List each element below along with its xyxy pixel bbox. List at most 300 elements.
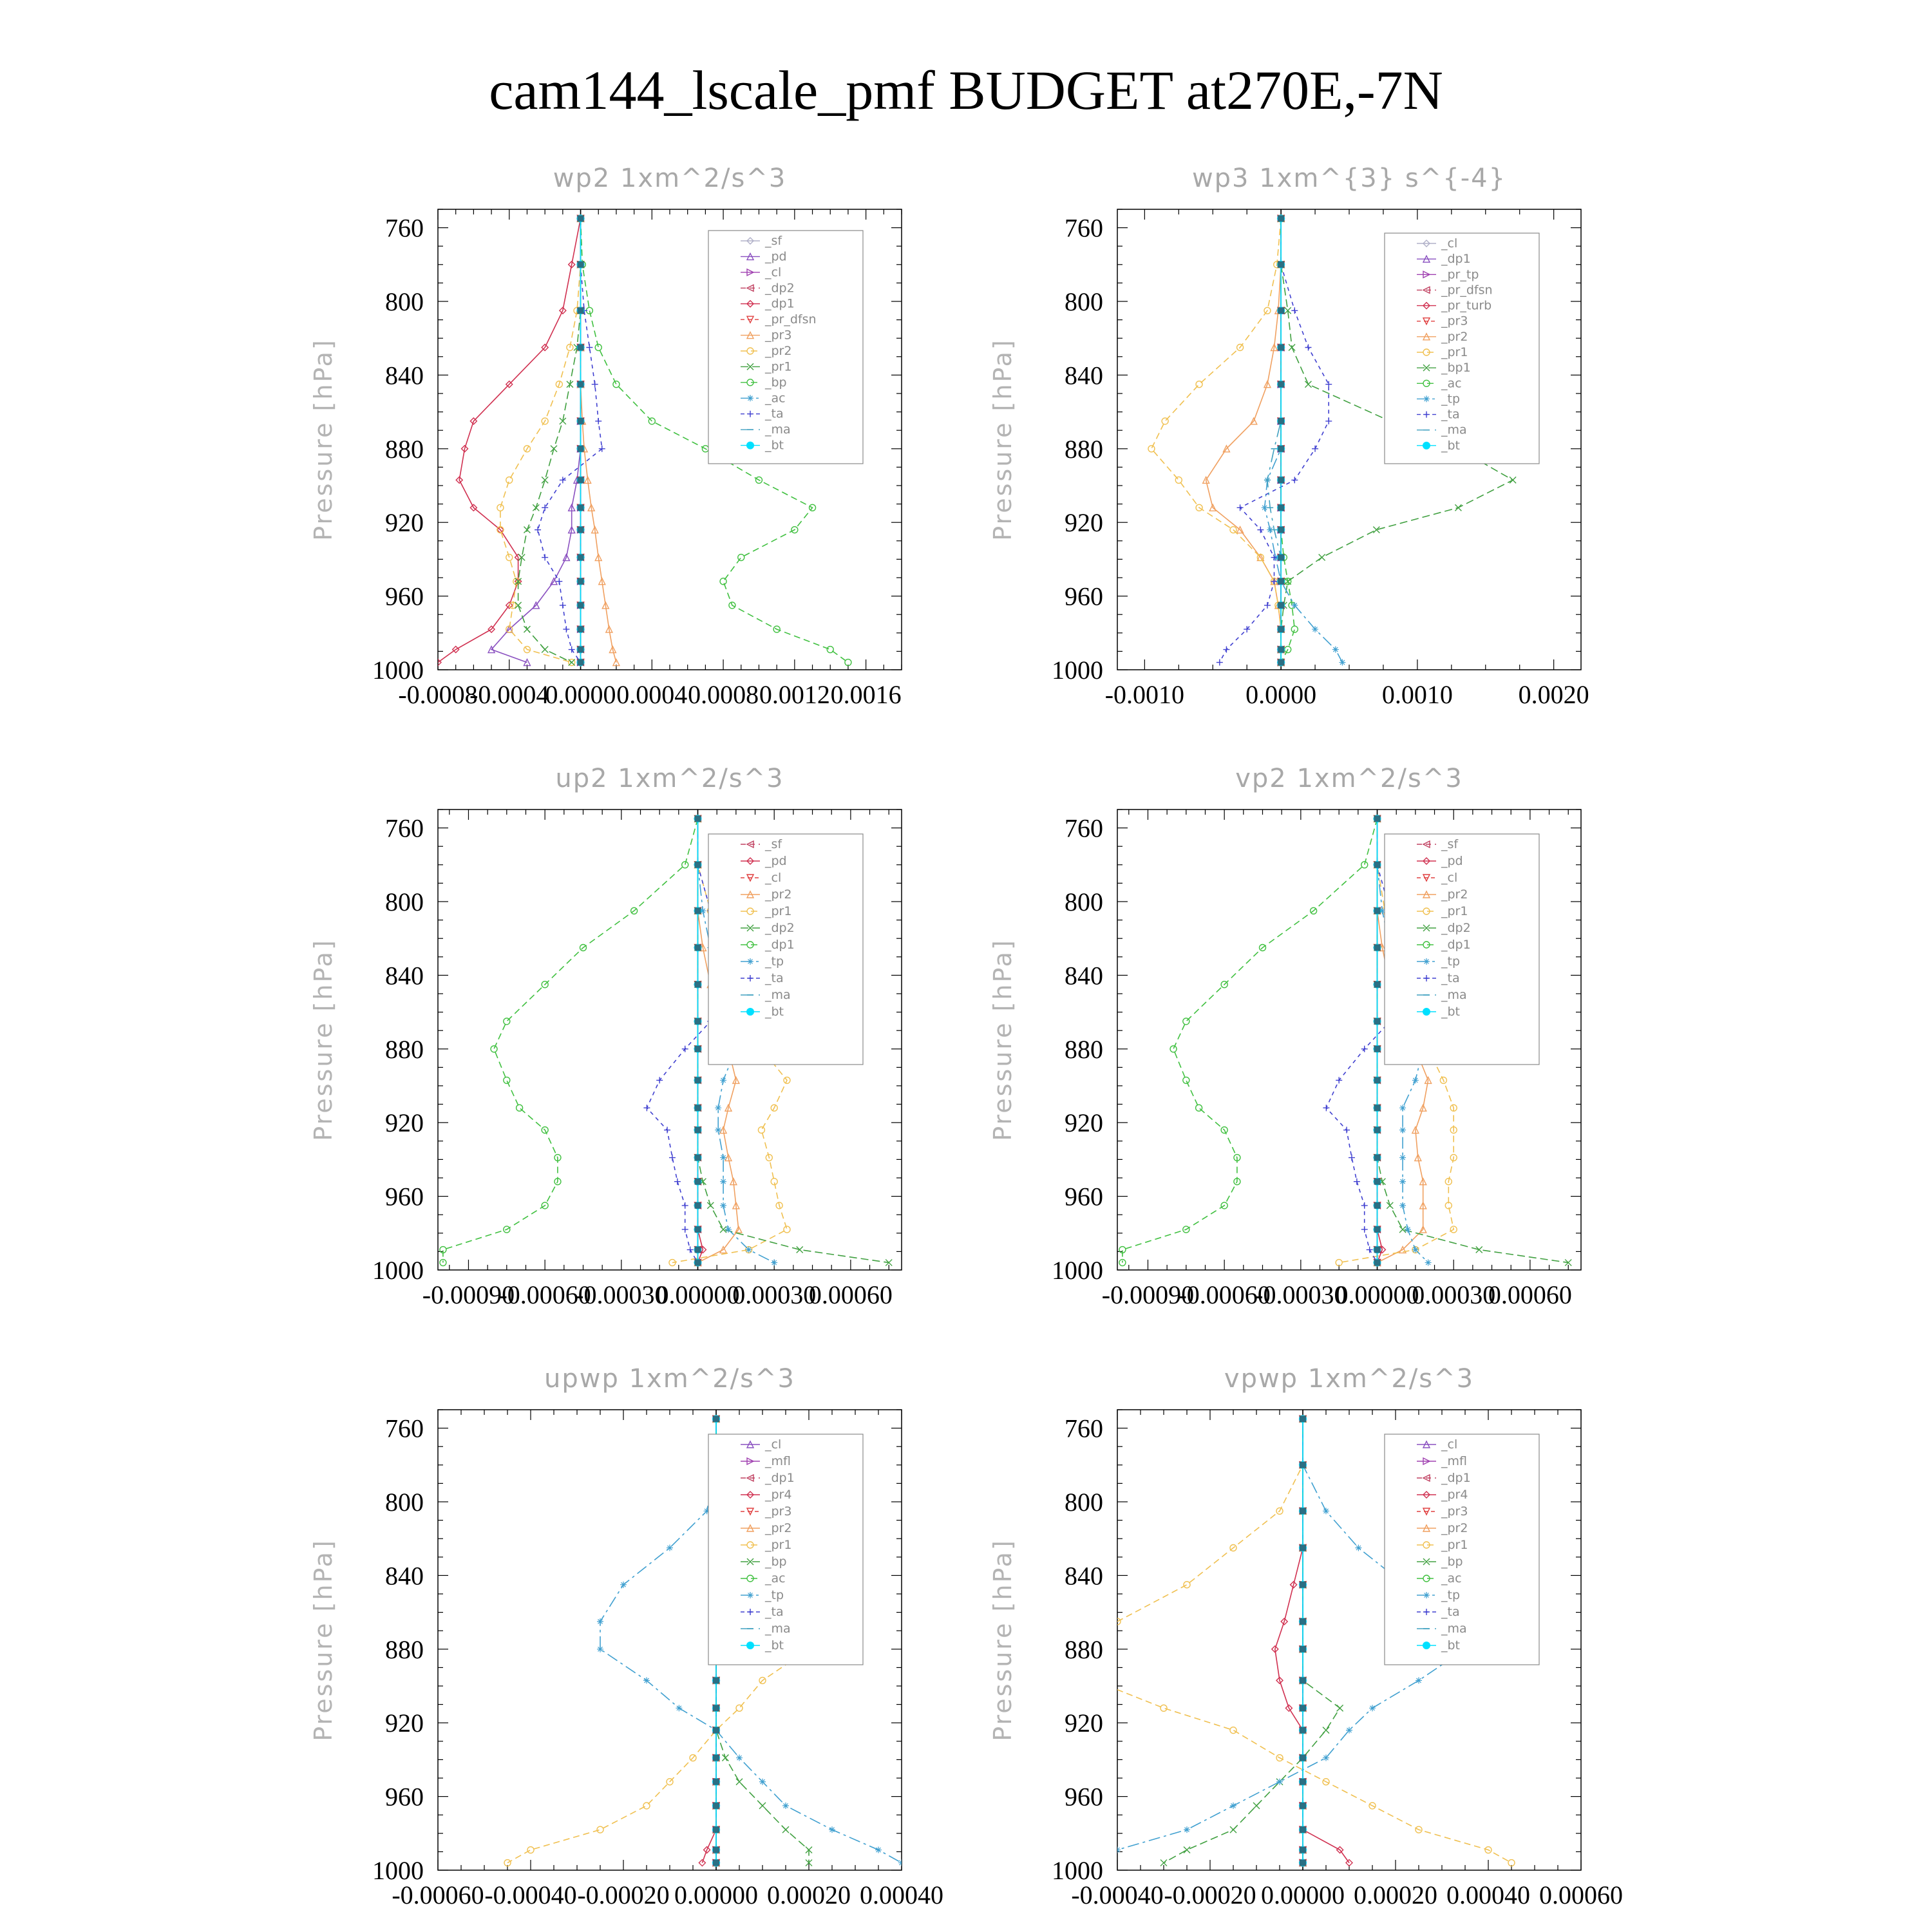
data-point-pr1 (1196, 381, 1202, 388)
y-tick-label: 880 (1065, 1034, 1103, 1064)
data-point-tp (1346, 1727, 1352, 1734)
zero-column-marker (695, 1104, 701, 1111)
y-axis-label: Pressure [hPa] (309, 1539, 337, 1741)
data-point-tp (725, 1226, 732, 1233)
legend-entry: _pr2 (1441, 1521, 1468, 1535)
series-line-pr4 (1275, 1419, 1349, 1862)
data-point-ac (1291, 626, 1298, 632)
zero-column-marker (1300, 1545, 1306, 1551)
zero-column-marker (578, 477, 584, 483)
data-point-dp1 (1170, 1046, 1177, 1052)
legend-entry: _ma (765, 988, 791, 1002)
legend-marker (746, 1008, 754, 1016)
zero-column-marker (1374, 1104, 1381, 1111)
zero-column-marker (578, 504, 584, 511)
data-point-dp1 (1361, 862, 1368, 868)
legend-entry: _bt (765, 1005, 784, 1019)
legend-entry: _cl (1441, 871, 1458, 885)
x-tick-label: -0.00020 (1164, 1880, 1256, 1909)
data-point-tp (720, 1155, 726, 1161)
y-tick-label: 880 (1065, 1634, 1103, 1664)
data-point-pr1 (1184, 1582, 1190, 1588)
legend-entry: _ma (1441, 988, 1467, 1002)
y-tick-label: 1000 (372, 1256, 424, 1285)
data-point-tp (1355, 1545, 1361, 1551)
data-point-pr1 (1175, 477, 1182, 483)
y-tick-label: 880 (385, 1634, 424, 1664)
data-point-pr1 (551, 446, 557, 452)
legend-entry: _pr1 (1441, 904, 1468, 918)
y-tick-label: 960 (385, 582, 424, 611)
data-point-dp1 (1183, 1077, 1189, 1083)
zero-column-marker (1300, 1779, 1306, 1785)
data-point-pr1 (758, 1127, 764, 1133)
zero-column-marker (1374, 1260, 1381, 1266)
legend-entry: _pr3 (1441, 1504, 1468, 1519)
data-point-bp (1253, 1803, 1260, 1809)
data-point-ta (1361, 1046, 1368, 1052)
legend (708, 1434, 863, 1665)
series-line-pr1 (518, 218, 581, 662)
x-tick-label: 0.00020 (767, 1880, 851, 1909)
zero-column-marker (1278, 381, 1284, 388)
data-point-tp (1405, 1226, 1411, 1233)
data-point-ta (1343, 1127, 1350, 1133)
legend-entry: _ac (1441, 376, 1462, 391)
data-point-tp (1339, 659, 1345, 666)
zero-column-marker (695, 1247, 701, 1253)
legend-entry: _cl (765, 871, 782, 885)
data-point-ta (1237, 504, 1244, 511)
y-tick-label: 1000 (1052, 656, 1103, 685)
zero-column-marker (713, 1826, 719, 1833)
y-tick-label: 960 (1065, 1182, 1103, 1211)
data-point-tp (1332, 647, 1339, 653)
x-tick-label: -0.00090 (1101, 1280, 1195, 1309)
legend-entry: _tp (1441, 1588, 1461, 1602)
legend-entry: _pr4 (1441, 1488, 1468, 1502)
data-point-bp (738, 554, 744, 561)
data-point-ta (542, 504, 548, 511)
panel-1 (309, 164, 902, 709)
legend-entry: _dp2 (765, 281, 795, 296)
data-point-pr1 (542, 477, 548, 483)
data-point-ta (1349, 1155, 1355, 1161)
y-tick-label: 800 (385, 887, 424, 916)
data-point-pr1 (1091, 1677, 1097, 1683)
zero-column-marker (1374, 1018, 1381, 1025)
data-point-bp (1230, 1826, 1236, 1833)
zero-column-marker (1374, 907, 1381, 914)
data-point-ta (542, 554, 548, 561)
y-tick-label: 960 (385, 1182, 424, 1211)
data-point-tp (676, 1705, 682, 1711)
data-point-tp (1312, 626, 1318, 632)
zero-column-marker (1300, 1416, 1306, 1422)
legend-entry: _pr2 (765, 344, 792, 358)
legend-marker (1423, 1642, 1430, 1649)
zero-column-marker (578, 602, 584, 609)
data-point-ta (1291, 307, 1298, 314)
data-point-pr1 (569, 659, 575, 666)
legend-entry: _dp1 (765, 296, 795, 311)
legend-entry: _dp1 (765, 1471, 795, 1485)
data-point-ta (535, 527, 541, 533)
data-point-tp (667, 1545, 673, 1551)
data-point-pr1 (527, 1847, 534, 1853)
zero-column-marker (1278, 602, 1284, 609)
zero-column-marker (1300, 1582, 1306, 1588)
legend-entry: _pr1 (765, 1538, 792, 1552)
legend-entry: _tp (1441, 954, 1461, 969)
legend-entry: _pr1 (765, 359, 792, 374)
data-point-dp1 (1183, 1018, 1189, 1025)
legend-entry: _pr2 (765, 1521, 792, 1535)
zero-column-marker (1374, 1247, 1381, 1253)
y-axis-label: Pressure [hPa] (309, 338, 337, 541)
data-point-pr1 (1148, 446, 1155, 452)
data-point-tp (1323, 1508, 1329, 1514)
legend-entry: _dp1 (1441, 938, 1471, 952)
y-tick-label: 840 (1065, 361, 1103, 390)
y-axis-label: Pressure [hPa] (309, 938, 337, 1141)
data-point-ta (1312, 446, 1318, 452)
data-point-ta (682, 1226, 688, 1233)
y-tick-label: 760 (385, 1414, 424, 1443)
data-point-ta (669, 1155, 676, 1161)
x-tick-label: 0.0020 (1518, 680, 1589, 709)
legend-entry: _ta (765, 1605, 784, 1619)
series-line-dp1 (438, 218, 581, 662)
data-point-tp (1230, 1803, 1236, 1809)
legend-entry: _bp (765, 1555, 787, 1569)
zero-column-marker (1374, 815, 1381, 822)
zero-column-marker (1278, 307, 1284, 314)
legend-entry: _ma (765, 1622, 791, 1636)
data-point-dp1 (516, 1104, 523, 1111)
zero-column-marker (1374, 1046, 1381, 1052)
data-point-ta (682, 1202, 688, 1209)
zero-column-marker (695, 1046, 701, 1052)
legend-entry: _pr1 (1441, 1538, 1468, 1552)
data-point-ta (1305, 345, 1311, 351)
x-tick-label: 0.00030 (1412, 1280, 1496, 1309)
legend-entry: _ta (765, 406, 784, 421)
data-point-ta (1361, 1226, 1368, 1233)
y-tick-label: 920 (385, 1709, 424, 1738)
data-point-tp (1184, 1826, 1190, 1833)
data-point-tp (1399, 1179, 1406, 1185)
data-point-dp1 (491, 1046, 497, 1052)
data-point-pr2 (497, 504, 504, 511)
legend-entry: _pr_tp (1441, 267, 1479, 282)
data-point-bp1 (1305, 381, 1311, 388)
x-tick-label: -0.00040 (1071, 1880, 1164, 1909)
data-point-tp (771, 1260, 777, 1266)
data-point-ta (1264, 602, 1271, 609)
legend-entry: _ta (1441, 407, 1460, 422)
y-tick-label: 920 (385, 508, 424, 538)
data-point-bp (722, 1755, 728, 1761)
zero-column-marker (1300, 1618, 1306, 1625)
zero-column-marker (1300, 1847, 1306, 1853)
zero-column-marker (1300, 1755, 1306, 1761)
data-point-tp (875, 1847, 882, 1853)
data-point-tp (782, 1803, 789, 1809)
legend-entry: _sf (765, 837, 782, 851)
legend-entry: _pr2 (1441, 887, 1468, 902)
data-point-ta (687, 1247, 694, 1253)
data-point-ta (674, 1179, 681, 1185)
data-point-dp1 (682, 862, 688, 868)
data-point-tp (720, 1179, 726, 1185)
legend-entry: _dp1 (765, 938, 795, 952)
data-point-bp1 (1373, 527, 1379, 533)
data-point-ta (656, 1077, 663, 1083)
legend-marker (747, 395, 753, 401)
x-tick-label: 0.0000 (1245, 680, 1317, 709)
data-point-tp (759, 1779, 766, 1785)
legend-marker (1423, 395, 1430, 402)
x-tick-label: -0.0010 (1104, 680, 1185, 709)
x-tick-label: 0.00000 (1261, 1880, 1345, 1909)
data-point-tp (898, 1860, 905, 1866)
legend-entry: _mfl (765, 1454, 791, 1468)
panel-title: up2 1xm^2/s^3 (555, 764, 784, 793)
legend-entry: _ta (1441, 1605, 1460, 1619)
data-point-pr1 (524, 527, 530, 533)
data-point-tp (736, 1755, 743, 1761)
x-tick-label: 0.00060 (808, 1280, 893, 1309)
zero-column-marker (1278, 578, 1284, 585)
data-point-tp (746, 1247, 752, 1253)
legend-entry: _pr4 (765, 1488, 792, 1502)
data-point-tp (715, 1127, 721, 1133)
legend-entry: _bt (1441, 1005, 1461, 1019)
zero-column-marker (1374, 981, 1381, 988)
y-tick-label: 880 (385, 1034, 424, 1064)
zero-column-marker (1374, 1179, 1381, 1185)
data-point-tp (1399, 1202, 1406, 1209)
legend-entry: _pr2 (1441, 329, 1468, 344)
zero-column-marker (578, 626, 584, 632)
y-tick-label: 800 (385, 1488, 424, 1517)
data-point-dp1 (504, 1077, 510, 1083)
legend-entry: _tp (765, 954, 784, 969)
x-tick-label: 0.0010 (1381, 680, 1453, 709)
zero-column-marker (1374, 1077, 1381, 1083)
zero-column-marker (1374, 945, 1381, 951)
data-point-tp (720, 1202, 726, 1209)
legend-entry: _pr3 (765, 1504, 792, 1519)
data-point-ta (1367, 1247, 1373, 1253)
data-point-tp (597, 1646, 603, 1653)
data-point-bp (595, 345, 601, 351)
y-tick-label: 840 (1065, 1561, 1103, 1591)
x-tick-label: 0.0008 (688, 680, 759, 709)
legend-entry: _dp2 (1441, 921, 1471, 935)
zero-column-marker (695, 1260, 701, 1266)
legend-entry: _tp (1441, 392, 1461, 406)
data-point-ta (1223, 647, 1229, 653)
data-point-dp1 (504, 1018, 510, 1025)
zero-column-marker (1278, 261, 1284, 268)
y-tick-label: 1000 (372, 656, 424, 685)
data-point-bp (613, 381, 620, 388)
x-tick-label: -0.00060 (498, 1280, 591, 1309)
panel-2 (989, 164, 1589, 709)
legend-entry: _pr1 (1441, 345, 1468, 359)
legend-entry: _pr3 (1441, 314, 1468, 328)
data-point-pr1 (533, 504, 539, 511)
zero-column-marker (695, 1202, 701, 1209)
data-point-pr1 (643, 1803, 650, 1809)
panel-title: vpwp 1xm^2/s^3 (1224, 1364, 1475, 1394)
legend-entry: _sf (765, 234, 782, 248)
zero-column-marker (578, 307, 584, 314)
zero-column-marker (695, 1077, 701, 1083)
data-point-ta (563, 626, 569, 632)
x-tick-label: 0.0012 (759, 680, 830, 709)
x-tick-label: 0.0016 (830, 680, 902, 709)
data-point-ta (560, 602, 566, 609)
series-line-ma (1267, 218, 1281, 662)
zero-column-marker (1374, 1202, 1381, 1209)
zero-column-marker (1278, 527, 1284, 533)
panel-3 (309, 764, 902, 1309)
series-line-dp1 (1122, 819, 1378, 1262)
data-point-tp (1114, 1847, 1121, 1853)
zero-column-marker (1300, 1508, 1306, 1514)
legend-entry: _tp (765, 1588, 784, 1602)
zero-column-marker (713, 1705, 719, 1711)
data-point-ta (1217, 659, 1223, 666)
legend-entry: _pr1 (765, 904, 792, 918)
zero-column-marker (695, 1018, 701, 1025)
y-tick-label: 960 (1065, 1782, 1103, 1812)
legend-marker (747, 958, 753, 965)
data-point-pr1 (542, 647, 548, 653)
zero-column-marker (695, 907, 701, 914)
zero-column-marker (695, 981, 701, 988)
y-tick-label: 800 (1065, 1488, 1103, 1517)
legend-entry: _sf (1441, 837, 1459, 851)
data-point-tp (1291, 602, 1298, 609)
zero-column-marker (578, 578, 584, 585)
zero-column-marker (713, 1416, 719, 1422)
x-tick-label: 0.00000 (656, 1280, 740, 1309)
legend-entry: _pr_turb (1441, 298, 1492, 313)
y-tick-label: 800 (1065, 887, 1103, 916)
legend-entry: _pr3 (765, 328, 792, 343)
zero-column-marker (1278, 659, 1284, 666)
data-point-bp1 (1455, 504, 1461, 511)
data-point-pr1 (784, 1226, 790, 1233)
legend (708, 231, 863, 464)
y-tick-label: 840 (1065, 961, 1103, 990)
zero-column-marker (1300, 1826, 1306, 1833)
x-tick-label: 0.00060 (1539, 1880, 1623, 1909)
legend-marker (1423, 1008, 1430, 1016)
legend-entry: _ma (1441, 422, 1467, 437)
zero-column-marker (1300, 1646, 1306, 1653)
y-tick-label: 760 (385, 813, 424, 843)
data-point-ta (569, 647, 575, 653)
data-point-tp (1412, 1077, 1419, 1083)
x-tick-label: 0.00040 (1446, 1880, 1530, 1909)
legend-entry: _pr_dfsn (1441, 283, 1493, 298)
data-point-dp2 (1476, 1247, 1482, 1253)
y-tick-label: 1000 (1052, 1256, 1103, 1285)
data-point-ta (1336, 1077, 1342, 1083)
zero-column-marker (695, 862, 701, 868)
zero-column-marker (1278, 345, 1284, 351)
legend-entry: _cl (765, 1437, 782, 1452)
x-tick-label: -0.00060 (1178, 1280, 1271, 1309)
data-point-tp (1399, 1127, 1406, 1133)
page-title: cam144_lscale_pmf BUDGET at270E,-7N (489, 59, 1443, 121)
zero-column-marker (578, 345, 584, 351)
zero-column-marker (578, 418, 584, 424)
zero-column-marker (1374, 1127, 1381, 1133)
zero-column-marker (1278, 647, 1284, 653)
series-line-ta (538, 218, 602, 662)
data-point-ta (1361, 1202, 1368, 1209)
zero-column-marker (695, 1127, 701, 1133)
legend-entry: _ac (1441, 1571, 1462, 1586)
legend-entry: _pd (765, 854, 787, 868)
y-tick-label: 880 (385, 434, 424, 464)
y-axis-label: Pressure [hPa] (989, 338, 1017, 541)
data-point-bp (736, 1779, 743, 1785)
zero-column-marker (713, 1779, 719, 1785)
x-tick-label: 0.00030 (732, 1280, 817, 1309)
zero-column-marker (695, 815, 701, 822)
legend-entry: _bt (765, 1638, 784, 1653)
data-point-bp (782, 1826, 789, 1833)
data-point-ta (682, 1046, 688, 1052)
data-point-tp (829, 1826, 835, 1833)
y-axis-label: Pressure [hPa] (989, 938, 1017, 1141)
legend-entry: _ta (765, 971, 784, 985)
legend-marker (1423, 442, 1430, 450)
data-point-tp (1399, 1104, 1406, 1111)
panel-title: vp2 1xm^2/s^3 (1235, 764, 1463, 793)
data-point-tp (715, 1104, 721, 1111)
zero-column-marker (713, 1727, 719, 1734)
data-point-ta (1323, 1104, 1329, 1111)
data-point-tp (1416, 1677, 1422, 1683)
x-tick-label: -0.00090 (422, 1280, 515, 1309)
data-point-tp (1323, 1755, 1329, 1761)
zero-column-marker (1374, 1155, 1381, 1161)
legend (708, 834, 863, 1065)
legend-entry: _bp (765, 375, 787, 390)
zero-column-marker (713, 1847, 719, 1853)
data-point-ta (586, 345, 592, 351)
x-tick-label: 0.00020 (1354, 1880, 1437, 1909)
zero-column-marker (1278, 418, 1284, 424)
zero-column-marker (1278, 504, 1284, 511)
y-tick-label: 840 (385, 961, 424, 990)
zero-column-marker (1300, 1803, 1306, 1809)
data-point-ta (592, 381, 598, 388)
series-line-dp1 (443, 819, 698, 1262)
panel-title: upwp 1xm^2/s^3 (544, 1364, 795, 1394)
zero-column-marker (578, 659, 584, 666)
panel-title: wp3 1xm^{3} s^{-4} (1191, 164, 1507, 193)
y-tick-label: 920 (1065, 1108, 1103, 1138)
